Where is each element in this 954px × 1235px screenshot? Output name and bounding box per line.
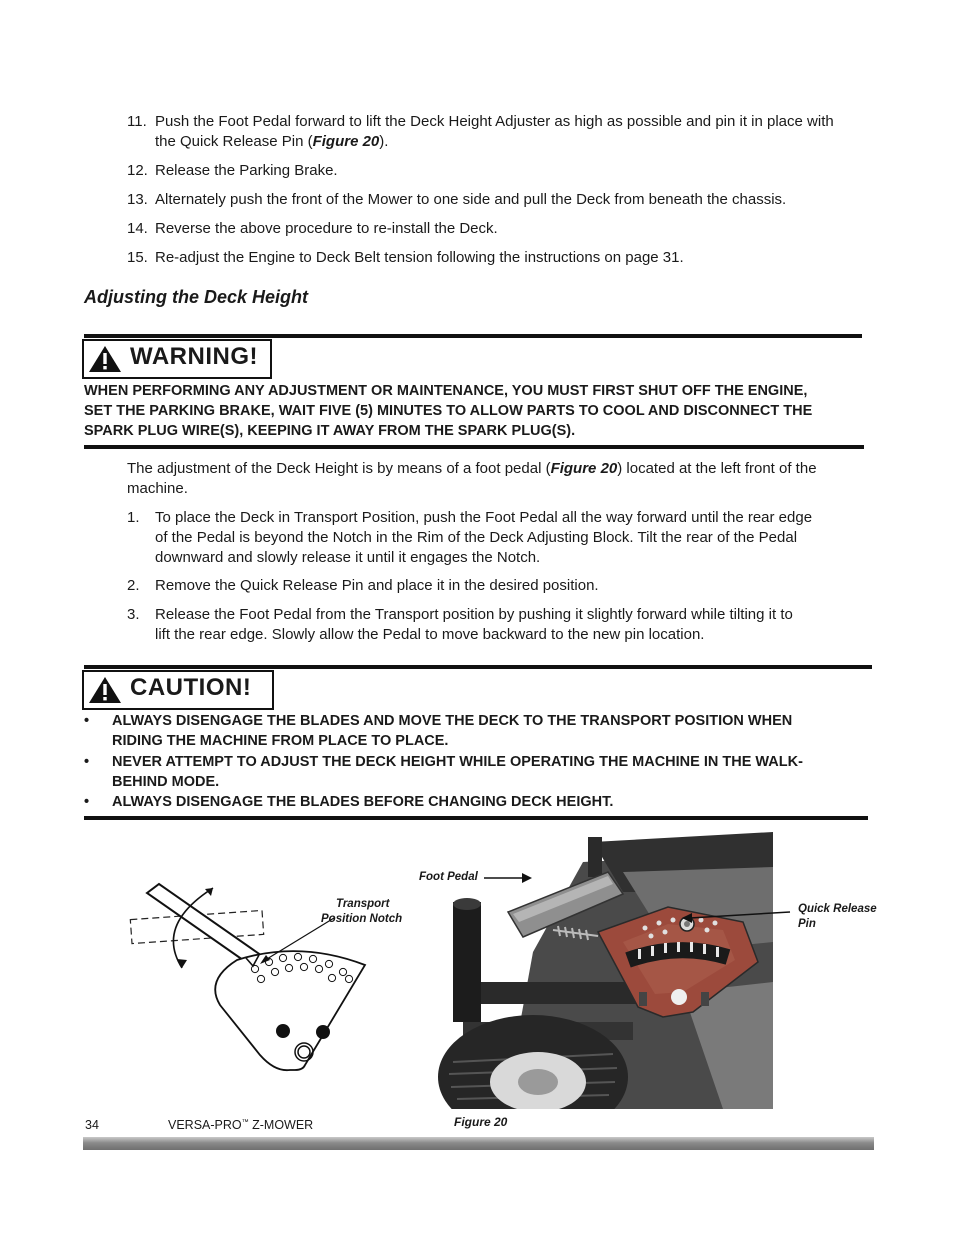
step-number: 3. xyxy=(127,606,140,623)
step-number: 13. xyxy=(127,191,148,208)
caution-badge xyxy=(82,670,274,710)
step-number: 12. xyxy=(127,162,148,179)
figure-reference: Figure 20 xyxy=(312,133,380,150)
figure-caption: Figure 20 xyxy=(454,1115,508,1129)
quick-release-leader-line xyxy=(680,908,792,928)
caution-item-3: • ALWAYS DISENGAGE THE BLADES BEFORE CHANGING DECK HEIGHT. xyxy=(84,794,614,810)
foot-pedal-arrow-icon xyxy=(484,871,534,885)
adjust-step-3 xyxy=(127,605,867,647)
caution-item-1: • ALWAYS DISENGAGE THE BLADES AND MOVE THE DECK TO THE TRANSPORT POSITION WHEN RIDING THE MACHINE FROM PLACE TO PLACE. xyxy=(84,713,793,749)
caution-item-2: • NEVER ATTEMPT TO ADJUST THE DECK HEIGHT WHILE OPERATING THE MACHINE IN THE WALK- BEHIND MODE. xyxy=(84,754,803,790)
step-number: 1. xyxy=(127,509,140,526)
footer-bar xyxy=(83,1137,874,1150)
intro-paragraph: The adjustment of the Deck Height is by means of a foot pedal (Figure 20) located at the left front of the machine. xyxy=(127,460,817,497)
caution-bottom-rule xyxy=(84,816,868,820)
caution-top-rule xyxy=(84,665,872,669)
step-13 xyxy=(127,190,867,210)
figure-reference: Figure 20 xyxy=(550,460,618,477)
step-text: To place the Deck in Transport Position, push the Foot Pedal all the way forward until the rear edge of the Pedal is beyond the Notch in the Rim of the Deck Adjusting Block. Tilt the rear of the Pedal downward and slowly release it until it engages the Notch. xyxy=(155,509,813,566)
page-number: 34 xyxy=(85,1118,99,1132)
step-text: Reverse the above procedure to re-install the Deck. xyxy=(155,220,498,237)
step-text: Push the Foot Pedal forward to lift the Deck Height Adjuster as high as possible and pin it in place with the Quick Release Pin (Figure 20). xyxy=(155,113,834,150)
step-15 xyxy=(127,248,867,268)
adjust-step-2 xyxy=(127,576,867,596)
trademark-mark: ™ xyxy=(241,1118,249,1126)
step-number: 15. xyxy=(127,249,148,266)
quick-release-pin-label: Quick Release Pin xyxy=(798,903,877,930)
step-11 xyxy=(127,112,867,154)
warning-badge xyxy=(82,339,272,379)
step-text: Re-adjust the Engine to Deck Belt tension following the instructions on page 31. xyxy=(155,249,684,266)
warning-text: WHEN PERFORMING ANY ADJUSTMENT OR MAINTENANCE, YOU MUST FIRST SHUT OFF THE ENGINE, SET THE PARKING BRAKE, WAIT FIVE (5) MINUTES TO ALLOW PARTS TO COOL AND DISCONNECT THE SPARK PLUG WIRE(S), KEEPING IT AWAY FROM THE SPARK PLUG(S). xyxy=(84,383,813,439)
transport-notch-label: Transport Position Notch xyxy=(321,898,403,925)
step-text: Alternately push the front of the Mower to one side and pull the Deck from beneath the chassis. xyxy=(155,191,787,208)
step-text: Release the Parking Brake. xyxy=(155,162,338,179)
warning-top-rule xyxy=(84,334,862,338)
step-text: Remove the Quick Release Pin and place it in the desired position. xyxy=(155,577,599,594)
step-number: 14. xyxy=(127,220,148,237)
warning-label: WARNING! xyxy=(130,343,258,370)
bullet: • xyxy=(84,754,90,770)
section-heading: Adjusting the Deck Height xyxy=(84,287,309,307)
product-name: VERSA-PRO™ Z-MOWER xyxy=(168,1118,314,1132)
step-text: Release the Foot Pedal from the Transport position by pushing it slightly forward while tilting it to lift the rear edge. Slowly allow the Pedal to move backward to the new pin location. xyxy=(155,606,793,643)
warning-bottom-rule xyxy=(84,445,864,449)
step-number: 2. xyxy=(127,577,140,594)
step-14 xyxy=(127,219,867,239)
step-number: 11. xyxy=(127,113,147,130)
caution-label: CAUTION! xyxy=(130,674,252,701)
bullet: • xyxy=(84,794,90,810)
warning-triangle-icon xyxy=(88,345,122,373)
adjust-step-1 xyxy=(127,508,867,570)
step-12 xyxy=(127,161,867,181)
bullet: • xyxy=(84,713,90,729)
caution-triangle-icon xyxy=(88,676,122,704)
foot-pedal-label: Foot Pedal xyxy=(419,871,478,883)
